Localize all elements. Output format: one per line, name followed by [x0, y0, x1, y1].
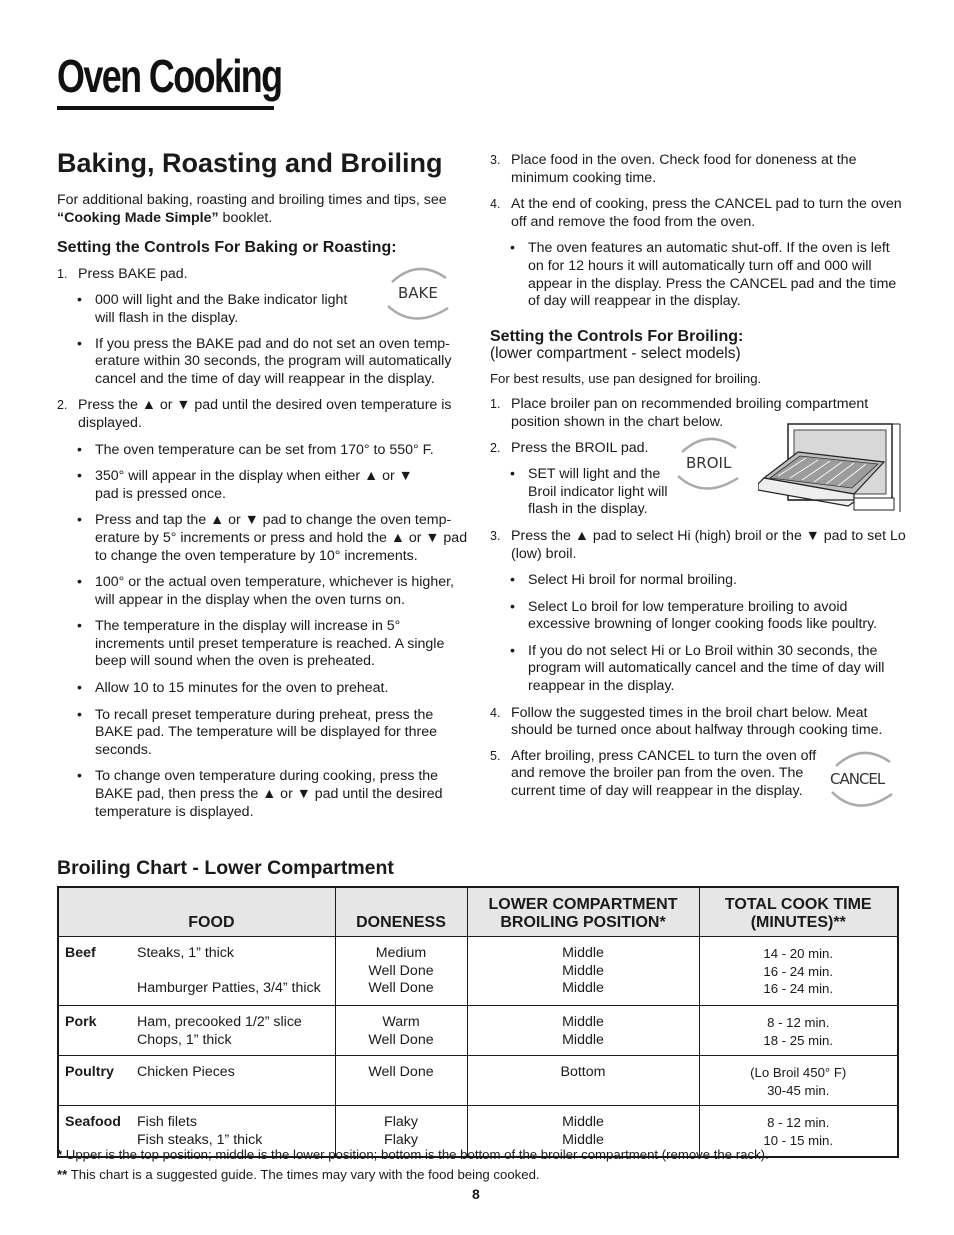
bullet: • The oven temperature can be set from 170° to 550° F. — [77, 441, 434, 458]
step-text: Follow the suggested times in the broil chart below. Meat should be turned once about halfway through cooking time. — [511, 704, 883, 739]
bullet-text: Allow 10 to 15 minutes for the oven to preheat. — [95, 680, 389, 697]
header-time-line2: (MINUTES)** — [750, 914, 846, 931]
step-4 — [490, 196, 906, 231]
step-text: After broiling, press CANCEL to turn the oven off and remove the broiler pan from the oven. The current time of day will reappear in the display. — [511, 747, 817, 800]
position-value: Middle — [562, 1131, 604, 1148]
step-number: 4. — [490, 197, 501, 212]
step-number: 1. — [490, 397, 501, 412]
time-cell — [699, 1056, 898, 1106]
time-value: 10 - 15 min. — [763, 1132, 834, 1148]
doneness-value: Flaky — [384, 1114, 418, 1131]
position-value: Middle — [562, 1031, 604, 1048]
bullet: • To recall preset temperature during preheat, press the BAKE pad. The temperature will be displayed for three seconds. — [77, 706, 438, 758]
broil-step-3 — [490, 528, 906, 563]
intro-post: booklet. — [218, 209, 273, 226]
food-item: Ham, precooked 1/2” slice — [137, 1014, 302, 1030]
doneness-value: Well Done — [368, 962, 434, 979]
bullet: • If you do not select Hi or Lo Broil within 30 seconds, the program will automatically cancel and the time of day will reappear in the display. — [510, 642, 885, 695]
position-value: Middle — [562, 1014, 604, 1030]
time-value: 8 - 12 min. — [767, 1015, 830, 1030]
header-food: FOOD — [58, 887, 335, 937]
title-underline — [57, 106, 274, 110]
broiling-intro: For best results, use pan designed for broiling. — [490, 370, 762, 386]
time-value: 16 - 24 min. — [763, 963, 834, 979]
position-value: Bottom — [560, 1064, 606, 1081]
food-item: Chops, 1” thick — [137, 1031, 232, 1048]
doneness-cell — [335, 1006, 467, 1056]
bullet: • Press and tap the ▲ or ▼ pad to change the oven temp-erature by 5° increments or press and hold the ▲ or ▼ pad to change the oven temperature by 10° increments. — [77, 512, 468, 564]
step-number: 4. — [490, 705, 501, 720]
step-number: 2. — [57, 398, 68, 413]
section-heading: Baking, Roasting and Broiling — [57, 148, 443, 178]
step-text: Press the ▲ pad to select Hi (high) broil or the ▼ pad to set Lo (low) broil. — [511, 527, 906, 562]
broil-step-4 — [490, 705, 906, 740]
doneness-cell — [335, 937, 467, 1006]
broil-pad-icon — [670, 432, 746, 494]
bullet-text: To change oven temperature during cooking, press the BAKE pad, then press the ▲ or ▼ pad until the desired temperature is displayed. — [95, 768, 443, 820]
step-number: 2. — [490, 440, 501, 455]
food-item: Hamburger Patties, 3/4” thick — [137, 980, 321, 997]
bullet: • Select Lo broil for low temperature broiling to avoid excessive browning of longer cooking foods like poultry. — [510, 598, 878, 633]
position-value: Middle — [562, 962, 604, 979]
step-3 — [490, 152, 906, 187]
food-cell — [58, 1006, 335, 1056]
footnote-mark: * — [57, 1147, 63, 1162]
bullet: • 350° will appear in the display when either ▲ or ▼ pad is pressed once. — [77, 468, 413, 502]
bullet: • SET will light and the Broil indicator light will flash in the display. — [510, 466, 668, 518]
food-item-spacer — [137, 963, 329, 981]
bullet-text: If you press the BAKE pad and do not set an oven temp-erature within 30 seconds, the program will automatically cancel and the time of day will reappear in the display. — [95, 335, 452, 387]
step-text: Press the ▲ or ▼ pad until the desired oven temperature is displayed. — [78, 397, 452, 431]
broil-step-5 — [490, 748, 821, 801]
bullet-text: The temperature in the display will increase in 5° increments until preset temperature is reached. A single beep will sound when the oven is preheated. — [95, 618, 445, 670]
food-category: Pork — [65, 1014, 97, 1030]
position-cell — [467, 1006, 699, 1056]
time-value: 18 - 25 min. — [763, 1032, 834, 1048]
bullet-text: To recall preset temperature during preheat, press the BAKE pad. The temperature will be displayed for three seconds. — [95, 706, 438, 758]
cancel-pad-label: CANCEL — [830, 770, 885, 788]
intro-text — [57, 192, 472, 227]
time-value: 16 - 24 min. — [763, 981, 834, 997]
doneness-cell — [335, 1056, 467, 1106]
food-cell — [58, 1056, 335, 1106]
intro-bold: “Cooking Made Simple” — [57, 209, 219, 226]
bake-step-2 — [57, 397, 472, 432]
food-item: Fish filets — [137, 1114, 197, 1131]
chart-row-poultry — [58, 1056, 898, 1106]
bullet: • The temperature in the display will increase in 5° increments until preset temperature is reached. A single beep will sound when the oven is preheated. — [77, 618, 445, 670]
broiler-drawer-illustration — [758, 422, 902, 514]
time-value: 30-45 min. — [767, 1082, 830, 1098]
food-cell — [58, 937, 335, 1006]
broiling-subnote: (lower compartment - select models) — [490, 344, 741, 362]
broiling-chart — [57, 886, 899, 1158]
chart-row-pork — [58, 1006, 898, 1056]
position-value: Middle — [562, 1114, 604, 1131]
bullet-text: The oven temperature can be set from 170° to 550° F. — [95, 441, 434, 458]
bullet: • To change oven temperature during cooking, press the BAKE pad, then press the ▲ or ▼ pad until the desired temperature is displayed. — [77, 768, 443, 820]
doneness-value: Well Done — [368, 980, 434, 997]
cancel-pad-icon — [822, 746, 900, 812]
step-text: Place broiler pan on recommended broiling compartment position shown in the chart below. — [511, 396, 869, 430]
step-text: Press the BROIL pad. — [511, 439, 649, 456]
bullet: • The oven features an automatic shut-off. If the oven is left on for 12 hours it will automatically turn off and 000 will appear in the display. Press the CANCEL pad and the time of day will reappear in the display. — [510, 240, 897, 310]
bullet-text: SET will light and the Broil indicator light will flash in the display. — [528, 466, 668, 518]
time-value: 14 - 20 min. — [763, 946, 834, 961]
step-number: 1. — [57, 266, 68, 281]
bullet-text: 100° or the actual oven temperature, whichever is higher, will appear in the display when the oven turns on. — [95, 574, 454, 608]
page-number: 8 — [472, 1186, 480, 1202]
bullet-text: Select Lo broil for low temperature broiling to avoid excessive browning of longer cooking foods like poultry. — [528, 598, 878, 633]
food-item: Steaks, 1” thick — [137, 945, 234, 961]
header-position-line2: BROILING POSITION* — [500, 914, 666, 931]
bullet-text: If you do not select Hi or Lo Broil within 30 seconds, the program will automatically cancel and the time of day will reappear in the display. — [528, 642, 885, 695]
header-position — [467, 887, 699, 937]
footnote-text: This chart is a suggested guide. The times may vary with the food being cooked. — [67, 1167, 540, 1182]
position-cell — [467, 1056, 699, 1106]
step-number: 3. — [490, 528, 501, 543]
bullet-text: Select Hi broil for normal broiling. — [528, 572, 737, 589]
food-category: Beef — [65, 945, 96, 961]
broiling-subheading: Setting the Controls For Broiling: — [490, 327, 744, 345]
doneness-value: Well Done — [368, 1064, 434, 1081]
broil-pad-label: BROIL — [686, 454, 732, 472]
position-value: Middle — [562, 945, 604, 961]
doneness-value: Well Done — [368, 1031, 434, 1048]
header-doneness: DONENESS — [335, 887, 467, 937]
page-title: Oven Cooking — [57, 50, 282, 102]
step-text: At the end of cooking, press the CANCEL pad to turn the oven off and remove the food from the oven. — [511, 196, 902, 230]
footnote-mark: ** — [57, 1167, 68, 1182]
bullet-text: 000 will light and the Bake indicator light will flash in the display. — [95, 292, 348, 326]
header-time-line1: TOTAL COOK TIME — [724, 896, 872, 913]
step-text: Place food in the oven. Check food for doneness at the minimum cooking time. — [511, 152, 857, 186]
bullet: • 000 will light and the Bake indicator light will flash in the display. — [77, 292, 348, 326]
bullet-text: 350° will appear in the display when either ▲ or ▼ pad is pressed once. — [95, 468, 413, 502]
food-item: Fish steaks, 1” thick — [137, 1131, 263, 1148]
header-time — [699, 887, 898, 937]
chart-row-beef — [58, 937, 898, 1006]
step-number: 5. — [490, 748, 501, 763]
bullet: • 100° or the actual oven temperature, whichever is higher, will appear in the display when the oven turns on. — [77, 574, 454, 608]
bake-pad-label: BAKE — [398, 284, 438, 302]
bullet: • Allow 10 to 15 minutes for the oven to preheat. — [77, 680, 389, 697]
bullet: • If you press the BAKE pad and do not set an oven temp-erature within 30 seconds, the program will automatically cancel and the time of day will reappear in the display. — [77, 335, 452, 387]
step-text: Press BAKE pad. — [78, 265, 188, 282]
position-cell — [467, 937, 699, 1006]
bullet-text: Press and tap the ▲ or ▼ pad to change the oven temp-erature by 5° increments or press and hold the ▲ or ▼ pad to change the oven temperature by 10° increments. — [95, 512, 468, 564]
time-value: 8 - 12 min. — [767, 1115, 830, 1131]
baking-subheading: Setting the Controls For Baking or Roasting: — [57, 239, 397, 257]
bake-pad-icon — [380, 262, 456, 324]
chart-header-row — [58, 887, 898, 937]
header-position-line1: LOWER COMPARTMENT — [488, 896, 678, 913]
intro-pre: For additional baking, roasting and broiling times and tips, see — [57, 192, 447, 208]
time-value: (Lo Broil 450° F) — [750, 1065, 847, 1081]
footnote-text: Upper is the top position; middle is the lower position; bottom is the bottom of the broiler compartment (remove the rack). — [62, 1147, 769, 1162]
food-item: Chicken Pieces — [137, 1064, 235, 1081]
footnote-1 — [57, 1146, 769, 1163]
bullet-text: The oven features an automatic shut-off. If the oven is left on for 12 hours it will automatically turn off and 000 will appear in the display. Press the CANCEL pad and the time of day will reappear in the display. — [528, 240, 897, 310]
doneness-value: Medium — [375, 945, 427, 961]
time-cell — [699, 937, 898, 1006]
food-category: Poultry — [65, 1064, 114, 1081]
position-value: Middle — [562, 980, 604, 997]
bullet: • Select Hi broil for normal broiling. — [510, 572, 737, 589]
step-number: 3. — [490, 153, 501, 167]
chart-heading: Broiling Chart - Lower Compartment — [57, 857, 394, 879]
doneness-value: Flaky — [384, 1131, 418, 1148]
time-cell — [699, 1006, 898, 1056]
doneness-value: Warm — [382, 1014, 420, 1030]
footnote-2 — [57, 1166, 540, 1183]
food-category: Seafood — [65, 1114, 121, 1131]
